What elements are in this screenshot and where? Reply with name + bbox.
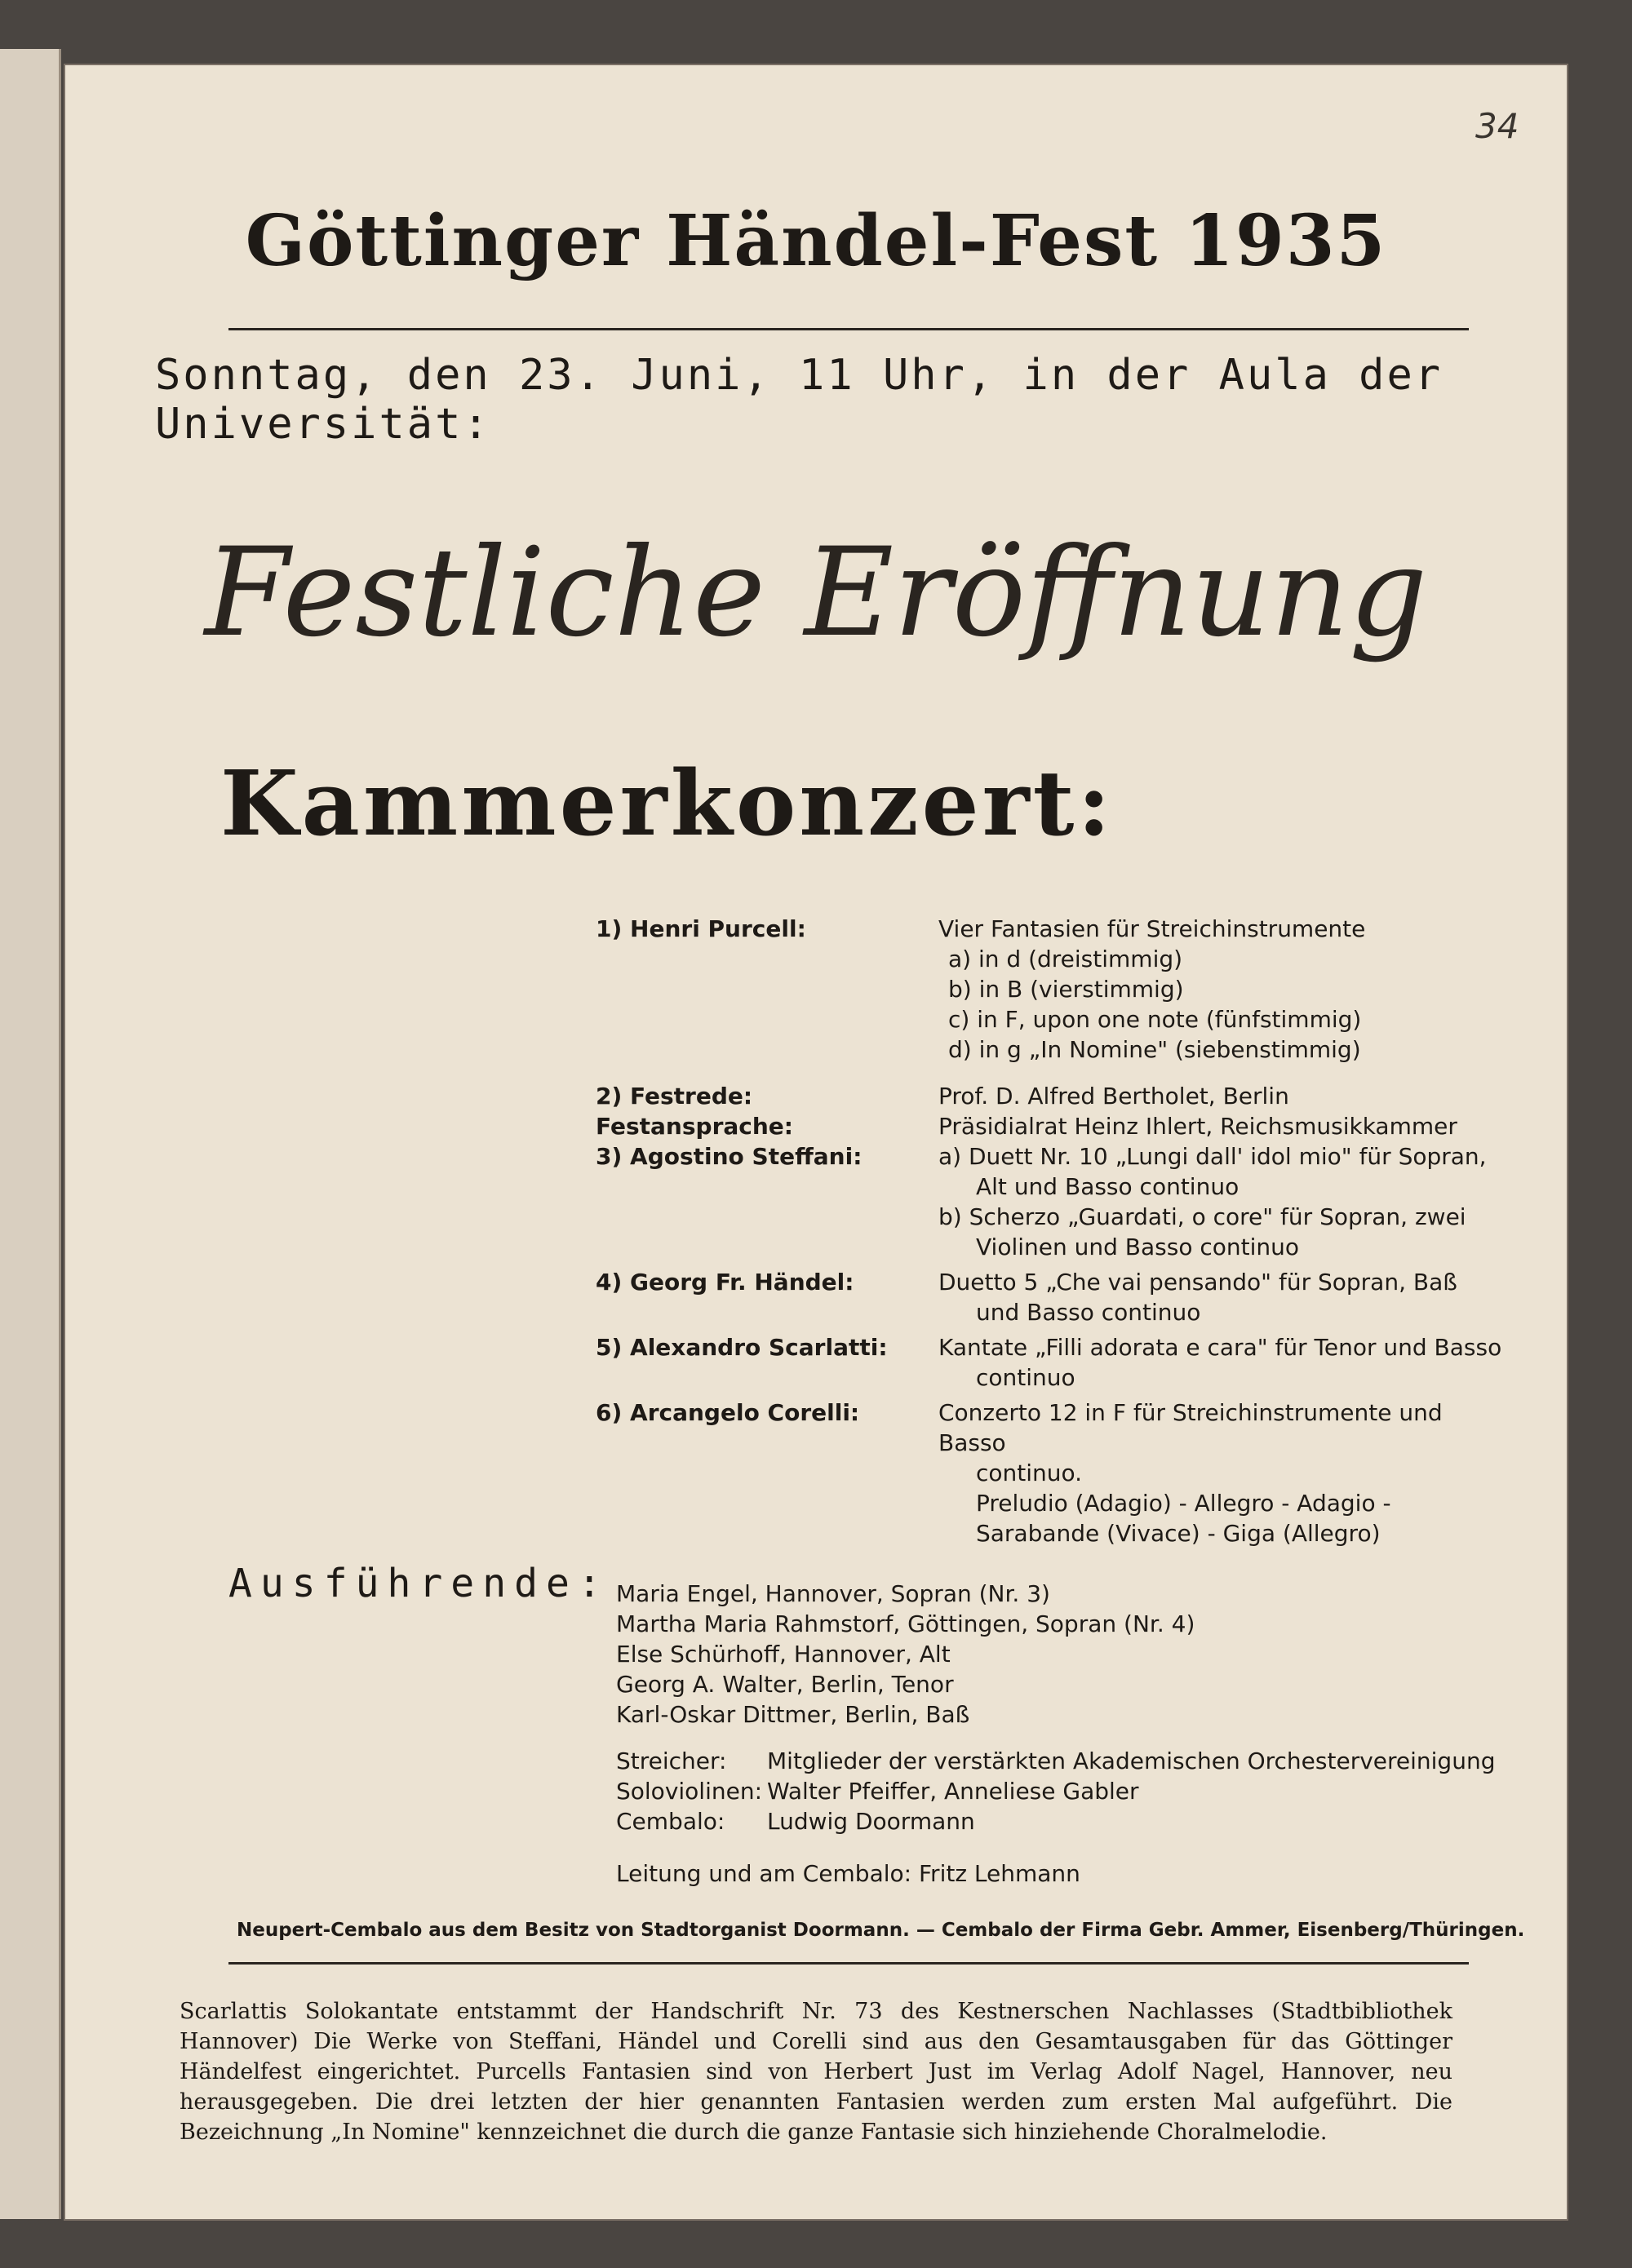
- script-heading: Festliche Eröffnung: [204, 522, 1428, 664]
- work-line: und Basso continuo: [976, 1299, 1201, 1326]
- work-line: continuo: [976, 1364, 1075, 1391]
- work-line: Violinen und Basso continuo: [976, 1234, 1300, 1260]
- festival-title: Göttinger Händel-Fest 1935: [245, 200, 1387, 282]
- program-work: [938, 1332, 1510, 1393]
- work-line: Alt und Basso continuo: [976, 1173, 1240, 1200]
- program-composer: Festansprache:: [596, 1113, 793, 1140]
- work-line: d) in g „In Nomine" (siebenstimmig): [948, 1036, 1361, 1063]
- work-line: Prof. D. Alfred Bertholet, Berlin: [938, 1083, 1289, 1110]
- performers-heading: Ausführende:: [228, 1561, 610, 1606]
- adjacent-page-edge: [0, 49, 61, 2219]
- performers-list: [616, 1579, 1195, 1730]
- program-work: [938, 1141, 1510, 1262]
- program-composer: 4) Georg Fr. Händel:: [596, 1269, 854, 1296]
- footer-rule: [228, 1962, 1469, 1965]
- ensemble-value: Mitglieder der verstärkten Akademischen Orchestervereinigung: [767, 1748, 1496, 1774]
- work-line: a) Duett Nr. 10 „Lungi dall' idol mio" für Sopran,: [938, 1143, 1487, 1170]
- ensemble-label: Cembalo:: [616, 1808, 725, 1835]
- work-line: Kantate „Filli adorata e cara" für Tenor und Basso: [938, 1334, 1502, 1361]
- performer: Else Schürhoff, Hannover, Alt: [616, 1641, 951, 1668]
- performer: Karl-Oskar Dittmer, Berlin, Baß: [616, 1701, 970, 1728]
- conductor-line: Leitung und am Cembalo: Fritz Lehmann: [616, 1860, 1080, 1887]
- work-line: b) in B (vierstimmig): [948, 976, 1184, 1003]
- work-line: c) in F, upon one note (fünfstimmig): [948, 1006, 1362, 1033]
- program-work: [938, 1267, 1510, 1327]
- performer: Georg A. Walter, Berlin, Tenor: [616, 1671, 954, 1698]
- program-composer: 3) Agostino Steffani:: [596, 1143, 863, 1170]
- cembalo-note: Neupert-Cembalo aus dem Besitz von Stadtorganist Doormann. — Cembalo der Firma Gebr. Ammer, Eisenberg/Thüringen.: [237, 1920, 1525, 1941]
- work-line: a) in d (dreistimmig): [948, 946, 1183, 972]
- program-work: [938, 1081, 1510, 1111]
- work-line: Preludio (Adagio) - Allegro - Adagio -: [976, 1490, 1391, 1517]
- ensemble-value: Ludwig Doormann: [767, 1808, 975, 1835]
- program-work: [938, 1111, 1510, 1141]
- footnote-paragraph: Scarlattis Solokantate entstammt der Handschrift Nr. 73 des Kestnerschen Nachlasses (Stadtbibliothek Hannover) Die Werke von Steffani, Händel und Corelli sind aus den Gesamtausgaben für das Göttinger Händelfest eingerichtet. Purcells Fantasien sind von Herbert Just im Verlag Adolf Nagel, Hannover, neu herausgegeben. Die drei letzten der hier genannten Fantasien werden zum ersten Mal aufgeführt. Die Bezeichnung „In Nomine" kennzeichnet die durch die ganze Fantasie sich hinziehende Choralmelodie.: [180, 1999, 1452, 2145]
- program-composer: 6) Arcangelo Corelli:: [596, 1399, 860, 1426]
- program-work: [938, 914, 1510, 1065]
- program-composer: 5) Alexandro Scarlatti:: [596, 1334, 888, 1361]
- program-composer: 2) Festrede:: [596, 1083, 753, 1110]
- document-page: [65, 65, 1567, 2219]
- main-heading: Kammerkonzert:: [220, 751, 1114, 856]
- ensemble-value: Walter Pfeiffer, Anneliese Gabler: [767, 1778, 1139, 1805]
- work-line: Präsidialrat Heinz Ihlert, Reichsmusikkammer: [938, 1113, 1457, 1140]
- date-line: Sonntag, den 23. Juni, 11 Uhr, in der Aula der Universität:: [155, 351, 1444, 449]
- work-line: b) Scherzo „Guardati, o core" für Sopran, zwei: [938, 1203, 1466, 1230]
- ensemble-label: Soloviolinen:: [616, 1778, 763, 1805]
- work-line: Sarabande (Vivace) - Giga (Allegro): [976, 1520, 1381, 1547]
- work-line: Conzerto 12 in F für Streichinstrumente und Basso: [938, 1399, 1443, 1456]
- title-rule: [228, 328, 1469, 330]
- work-line: Duetto 5 „Che vai pensando" für Sopran, Baß: [938, 1269, 1457, 1296]
- work-line: continuo.: [976, 1460, 1083, 1486]
- page-number: 34: [1475, 106, 1519, 146]
- program-work: [938, 1398, 1510, 1548]
- performer: Martha Maria Rahmstorf, Göttingen, Sopran (Nr. 4): [616, 1610, 1195, 1637]
- program-composer: 1) Henri Purcell:: [596, 915, 806, 942]
- work-line: Vier Fantasien für Streichinstrumente: [938, 915, 1366, 942]
- performer: Maria Engel, Hannover, Sopran (Nr. 3): [616, 1580, 1050, 1607]
- ensemble-label: Streicher:: [616, 1748, 727, 1774]
